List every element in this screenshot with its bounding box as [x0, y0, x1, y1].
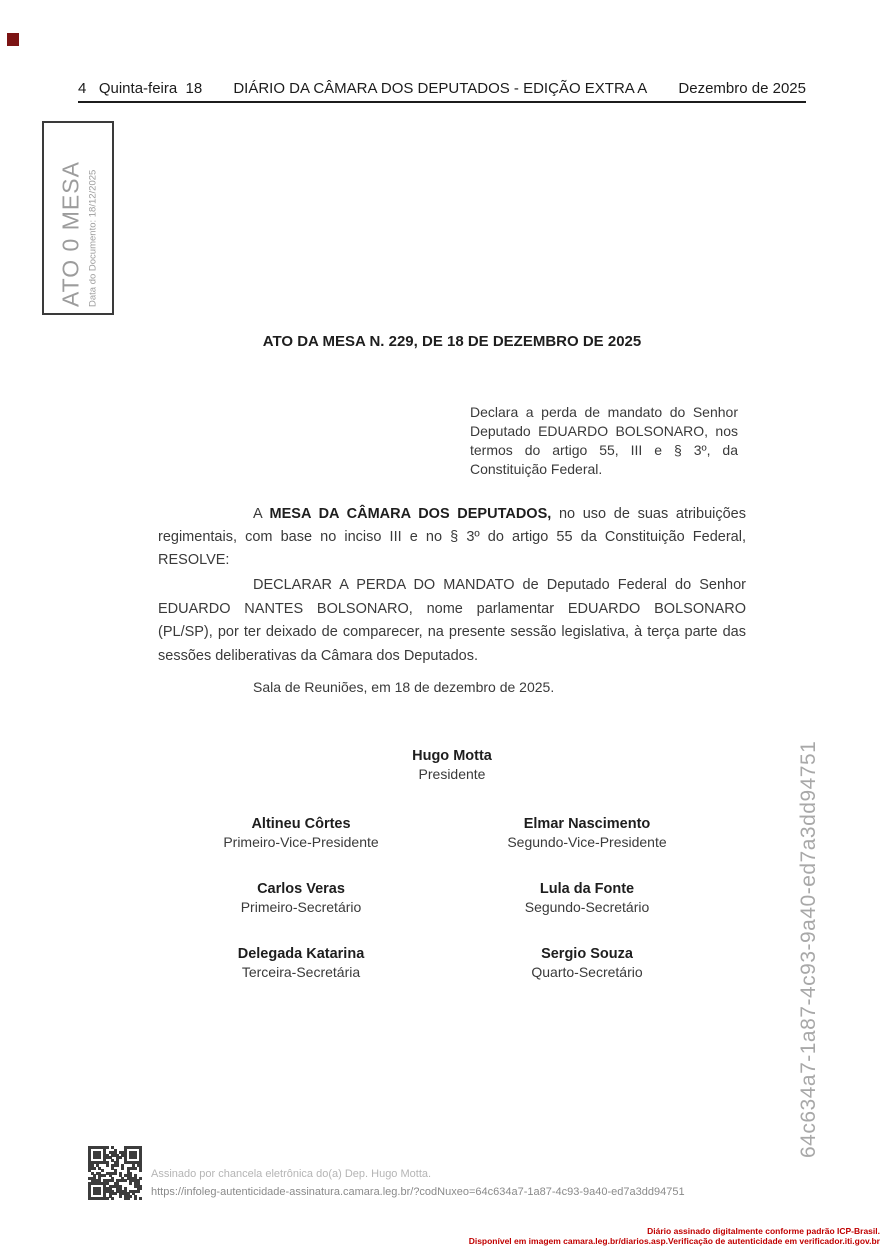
footer-line1: Diário assinado digitalmente conforme padrão ICP-Brasil. [647, 1226, 880, 1236]
signer-name: Lula da Fonte [539, 881, 635, 897]
signature-cell [444, 946, 730, 980]
signature-grid [158, 816, 730, 1011]
signature-cell [158, 816, 444, 850]
preamble-rest: no uso de suas atribuições regimentais, com base no inciso III e no § 3º do artigo 55 da Constituição Federal, RESOLVE: [158, 506, 746, 568]
signer-role: Segundo-Vice-Presidente [507, 834, 667, 850]
signature-row [158, 816, 730, 850]
signer-name: Carlos Veras [257, 881, 345, 897]
document-type-box [42, 121, 114, 315]
page-header [78, 80, 806, 103]
signer-role: Primeiro-Vice-Presidente [223, 834, 379, 850]
resolution-rest: de Deputado Federal do Senhor EDUARDO NANTES BOLSONARO, nome parlamentar EDUARDO BOLSONARO (PL/SP), por ter deixado de comparecer, na presente sessão legislativa, à terça parte das sessões deliberativas da Câmara dos Deputados. [158, 577, 746, 664]
president-name: Hugo Motta [412, 748, 492, 764]
signer-role: Primeiro-Secretário [240, 899, 362, 915]
act-summary: Declara a perda de mandato do Senhor Deputado EDUARDO BOLSONARO, nos termos do artigo 55, III e § 3º, da Constituição Federal. [470, 404, 738, 477]
signer-name: Altineu Côrtes [251, 816, 351, 832]
resolution-caps: DECLARAR A PERDA DO MANDATO [253, 577, 515, 593]
preamble-prefix: A [253, 506, 270, 522]
document-date-label: Data do Documento: 18/12/2025 [87, 169, 99, 307]
signer-role: Quarto-Secretário [531, 964, 643, 980]
electronic-signature-text: Assinado por chancela eletrônica do(a) Dep. Hugo Motta. [151, 1168, 432, 1180]
legal-footer [469, 1227, 880, 1246]
signer-name: Delegada Katarina [237, 946, 365, 962]
qr-code [88, 1146, 142, 1200]
preamble-bold: MESA DA CÂMARA DOS DEPUTADOS, [269, 506, 552, 522]
signature-cell [444, 816, 730, 850]
signature-row [158, 881, 730, 915]
signature-row [158, 946, 730, 980]
paragraph-preamble [158, 503, 746, 572]
gazette-title: DIÁRIO DA CÂMARA DOS DEPUTADOS - EDIÇÃO EXTRA A [233, 80, 648, 97]
signer-role: Terceira-Secretária [241, 964, 361, 980]
document-uuid-watermark: 64c634a7-1a87-4c93-9a40-ed7a3dd94751 [797, 740, 820, 1158]
place-date-line: Sala de Reuniões, em 18 de dezembro de 2025. [253, 679, 555, 695]
signer-role: Segundo-Secretário [524, 899, 650, 915]
authenticity-url: https://infoleg-autenticidade-assinatura.camara.leg.br/?codNuxeo=64c634a7-1a87-4c93-9a40-ed7a3dd94751 [151, 1186, 685, 1198]
act-title: ATO DA MESA N. 229, DE 18 DE DEZEMBRO DE 2025 [262, 333, 642, 350]
president-role: Presidente [418, 766, 486, 782]
signer-name: Sergio Souza [541, 946, 633, 962]
page-number-and-weekday: 4 Quinta-feira 18 [78, 80, 203, 97]
footer-line2: Disponível em imagem camara.leg.br/diarios.asp.Verificação de autenticidade em verificador.iti.gov.br [468, 1235, 880, 1246]
document-type-rotated-text [58, 129, 99, 307]
header-month: Dezembro de 2025 [678, 80, 806, 97]
document-type-label: ATO 0 MESA [57, 161, 84, 307]
paragraph-resolution [158, 574, 746, 668]
red-marker [7, 33, 19, 46]
signer-name: Elmar Nascimento [523, 816, 651, 832]
signature-cell [158, 946, 444, 980]
signature-cell [444, 881, 730, 915]
signature-cell [158, 881, 444, 915]
signature-president [158, 748, 746, 782]
